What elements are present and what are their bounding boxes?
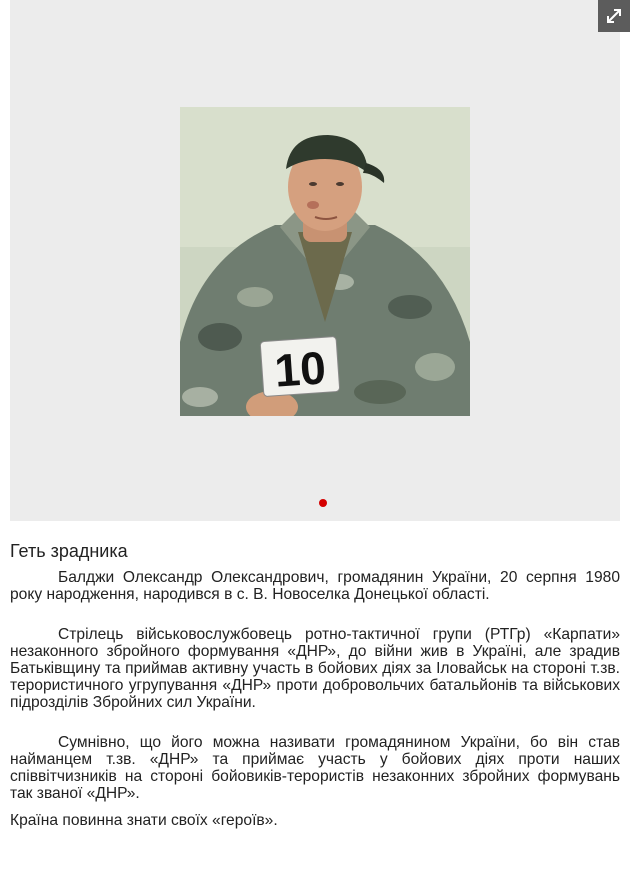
article-paragraph: Балджи Олександр Олександрович, громадянин України, 20 серпня 1980 року народження, народився в с. В. Новоселка Донецької області. — [10, 569, 620, 603]
article-title: Геть зрадника — [10, 541, 128, 561]
slide-indicator-dot[interactable] — [319, 499, 327, 507]
expand-icon — [605, 7, 623, 25]
article-body — [10, 569, 620, 829]
photo-gallery — [10, 0, 620, 521]
article-paragraph: Сумнівно, що його можна називати громадянином України, бо він став найманцем т.зв. «ДНР» та приймає участь у бойових діях проти наших співвітчизників на стороні бойовиків-терористів незаконних збройних формувань так званої «ДНР». — [10, 734, 620, 802]
article-closing-line: Країна повинна знати своїх «героїв». — [10, 812, 278, 829]
gallery-photo[interactable] — [180, 107, 470, 416]
photo-number-label: 10 — [272, 341, 328, 397]
article-paragraph: Стрілець військовослужбовець ротно-тактичної групи (РТГр) «Карпати» незаконного збройного формування «ДНР», до війни жив в Україні, але зрадив Батьківщину та приймав активну участь в бойових діях за Іловайськ на стороні т.зв. терористичного угрупування «ДНР» проти добровольчих батальйонів та військових підрозділів Збройних сил України. — [10, 626, 620, 711]
fullscreen-button[interactable] — [598, 0, 630, 32]
